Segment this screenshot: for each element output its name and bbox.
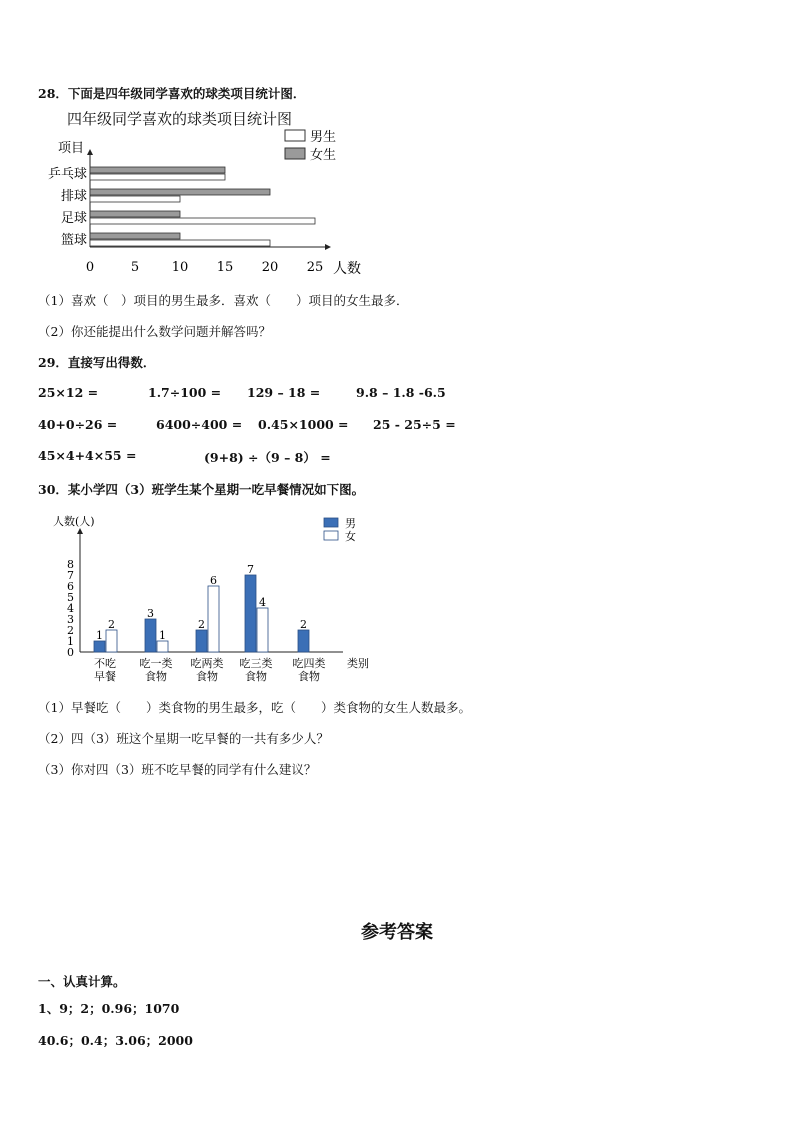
category-label: 吃一类 bbox=[139, 657, 173, 670]
data-label: 4 bbox=[259, 596, 266, 609]
calc-item: 25×12 = bbox=[38, 385, 99, 400]
q30-sub3: （3）你对四（3）班不吃早餐的同学有什么建议？ bbox=[38, 762, 317, 777]
breakfast-chart bbox=[45, 510, 385, 685]
bar-girls bbox=[90, 211, 180, 217]
bar-girls bbox=[257, 608, 268, 652]
data-label: 1 bbox=[159, 629, 166, 642]
data-label: 2 bbox=[198, 618, 205, 631]
data-label: 2 bbox=[300, 618, 307, 631]
q30-sub1: （1）早餐吃（ ）类食物的男生最多，吃（ ）类食物的女生人数最多。 bbox=[38, 700, 471, 715]
category-label: 吃三类 bbox=[239, 657, 273, 670]
bar-girls bbox=[208, 586, 219, 652]
y-axis-label: 项目 bbox=[58, 141, 85, 156]
x-tick-label: 15 bbox=[216, 260, 234, 275]
y-tick-label: 6 bbox=[67, 580, 74, 593]
q30-heading: 30．某小学四（3）班学生某个星期一吃早餐情况如下图。 bbox=[38, 482, 365, 497]
q28-sub1: （1）喜欢（ ）项目的男生最多．喜欢（ ）项目的女生最多． bbox=[38, 293, 409, 308]
q30-sub2: （2）四（3）班这个星期一吃早餐的一共有多少人？ bbox=[38, 731, 329, 746]
x-tick-label: 5 bbox=[130, 260, 140, 275]
x-axis-label: 人数 bbox=[333, 261, 361, 277]
bar-girls bbox=[157, 641, 168, 652]
x-tick-label: 0 bbox=[85, 260, 95, 275]
x-axis-label: 类别 bbox=[347, 657, 369, 670]
q29-heading: 29．直接写出得数． bbox=[38, 355, 156, 370]
category-label: 食物 bbox=[245, 670, 267, 683]
bar-girls bbox=[90, 233, 180, 239]
legend-swatch bbox=[324, 518, 338, 527]
data-label: 7 bbox=[247, 563, 254, 576]
answers-line2: 40.6；0.4；3.06；2000 bbox=[38, 1033, 193, 1048]
x-tick-label: 10 bbox=[171, 260, 189, 275]
bar-boys bbox=[298, 630, 309, 652]
bar-girls bbox=[90, 189, 270, 195]
category-label: 不吃 bbox=[94, 657, 116, 670]
bar-boys bbox=[245, 575, 256, 652]
bar-boys bbox=[90, 240, 270, 246]
bar-boys bbox=[90, 174, 225, 180]
calc-item: 129 – 18 = bbox=[247, 385, 321, 400]
data-label: 1 bbox=[96, 629, 103, 642]
calc-item: 0.45×1000 = bbox=[258, 417, 349, 432]
q28-sub2: （2）你还能提出什么数学问题并解答吗？ bbox=[38, 324, 271, 339]
category-label: 早餐 bbox=[94, 670, 116, 683]
bar-boys bbox=[94, 641, 105, 652]
category-label: 食物 bbox=[145, 670, 167, 683]
legend-swatch bbox=[324, 531, 338, 540]
category-label: 吃四类 bbox=[292, 657, 326, 670]
category-label: 食物 bbox=[196, 670, 218, 683]
bar-girls bbox=[106, 630, 117, 652]
bar-boys bbox=[145, 619, 156, 652]
category-label: 食物 bbox=[298, 670, 320, 683]
category-label: 排球 bbox=[60, 189, 87, 204]
calc-item: (9+8) ÷（9 – 8） = bbox=[204, 450, 331, 465]
ball-sports-chart bbox=[30, 125, 380, 280]
q28-heading: 28．下面是四年级同学喜欢的球类项目统计图． bbox=[38, 86, 306, 101]
y-tick-label: 0 bbox=[67, 646, 74, 659]
bar-boys bbox=[90, 218, 315, 224]
calc-item: 1.7÷100 = bbox=[148, 385, 222, 400]
y-tick-label: 1 bbox=[67, 635, 74, 648]
legend-label: 男 bbox=[345, 517, 356, 530]
category-label: 乒乓球 bbox=[47, 167, 87, 182]
legend-label: 男生 bbox=[310, 130, 337, 145]
answers-section: 一、认真计算。 bbox=[38, 974, 126, 989]
y-tick-label: 4 bbox=[67, 602, 74, 615]
y-axis-arrow bbox=[87, 149, 93, 155]
answers-title: 参考答案 bbox=[361, 922, 433, 943]
y-tick-label: 8 bbox=[67, 558, 74, 571]
x-tick-label: 25 bbox=[306, 260, 324, 275]
data-label: 6 bbox=[210, 574, 217, 587]
y-axis-arrow bbox=[77, 528, 83, 534]
calc-item: 6400÷400 = bbox=[156, 417, 243, 432]
bar-girls bbox=[90, 167, 225, 173]
y-axis-label: 人数(人) bbox=[53, 515, 95, 528]
legend-label: 女生 bbox=[310, 148, 337, 163]
answers-line1: 1、9；2；0.96；1070 bbox=[38, 1001, 180, 1016]
y-tick-label: 2 bbox=[67, 624, 74, 637]
calc-item: 45×4+4×55 = bbox=[38, 448, 137, 463]
calc-item: 25 - 25÷5 = bbox=[373, 417, 456, 432]
y-tick-label: 3 bbox=[67, 613, 74, 626]
x-tick-label: 20 bbox=[261, 260, 279, 275]
category-label: 篮球 bbox=[60, 233, 87, 248]
category-label: 足球 bbox=[60, 211, 87, 226]
bar-boys bbox=[90, 196, 180, 202]
data-label: 3 bbox=[147, 607, 154, 620]
y-tick-label: 7 bbox=[67, 569, 74, 582]
legend-swatch bbox=[285, 130, 305, 141]
chart1-title: 四年级同学喜欢的球类项目统计图 bbox=[67, 110, 293, 128]
bar-boys bbox=[196, 630, 207, 652]
category-label: 吃两类 bbox=[190, 657, 224, 670]
calc-item: 9.8 – 1.8 -6.5 bbox=[356, 385, 446, 400]
legend-swatch bbox=[285, 148, 305, 159]
data-label: 2 bbox=[108, 618, 115, 631]
y-tick-label: 5 bbox=[67, 591, 74, 604]
calc-item: 40+0÷26 = bbox=[38, 417, 118, 432]
x-axis-arrow bbox=[325, 244, 331, 250]
legend-label: 女 bbox=[345, 530, 356, 543]
